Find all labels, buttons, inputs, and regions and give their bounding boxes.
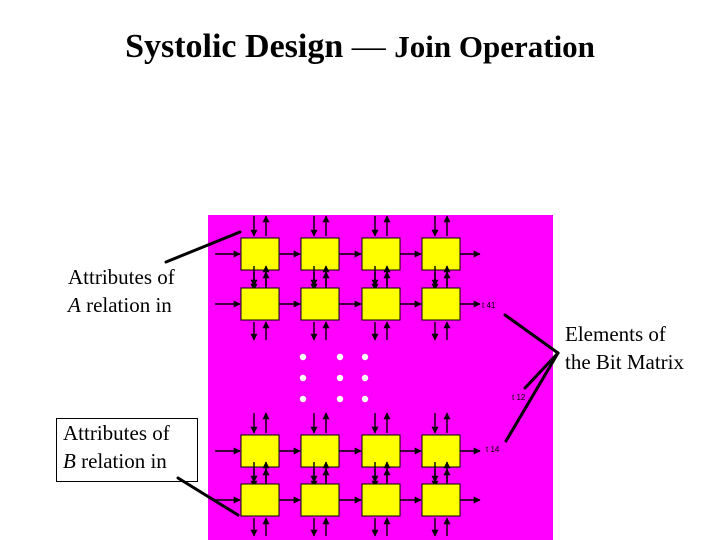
processor-cell bbox=[422, 435, 460, 467]
ellipsis-dot bbox=[300, 375, 306, 381]
ellipsis-dot bbox=[300, 396, 306, 402]
label-a-rest: relation in bbox=[80, 293, 172, 317]
processor-cell bbox=[241, 484, 279, 516]
title-dash: — bbox=[351, 28, 386, 65]
processor-cell bbox=[241, 288, 279, 320]
processor-cell bbox=[362, 288, 400, 320]
label-bits-line2: the Bit Matrix bbox=[565, 350, 684, 374]
ellipsis-dot bbox=[362, 354, 368, 360]
label-a-relation bbox=[68, 263, 175, 319]
ellipsis-dot bbox=[300, 354, 306, 360]
processor-cell bbox=[422, 484, 460, 516]
element-label: t 41 bbox=[482, 301, 496, 310]
label-a-var: A bbox=[68, 293, 81, 317]
processor-cell bbox=[362, 435, 400, 467]
label-a-line2 bbox=[68, 291, 175, 319]
ellipsis-dot bbox=[337, 354, 343, 360]
label-bit-matrix bbox=[565, 320, 684, 376]
label-a-line1: Attributes of bbox=[68, 265, 175, 289]
processor-cell bbox=[241, 435, 279, 467]
label-b-line2 bbox=[63, 447, 197, 475]
label-b-rest: relation in bbox=[75, 449, 167, 473]
label-bits-line1: Elements of bbox=[565, 322, 666, 346]
processor-cell bbox=[301, 484, 339, 516]
label-b-var: B bbox=[63, 449, 76, 473]
processor-cell bbox=[301, 238, 339, 270]
processor-cell bbox=[301, 435, 339, 467]
ellipsis-dot bbox=[337, 396, 343, 402]
processor-cell bbox=[422, 238, 460, 270]
element-label: t 12 bbox=[512, 393, 526, 402]
element-label: t 14 bbox=[486, 445, 500, 454]
processor-cell bbox=[362, 238, 400, 270]
processor-cell bbox=[301, 288, 339, 320]
processor-cell bbox=[362, 484, 400, 516]
title-main: Systolic Design bbox=[125, 28, 344, 65]
processor-cell bbox=[241, 238, 279, 270]
label-b-relation bbox=[56, 418, 198, 482]
title-sub: Join Operation bbox=[394, 29, 595, 64]
processor-cell bbox=[422, 288, 460, 320]
ellipsis-dot bbox=[337, 375, 343, 381]
ellipsis-dot bbox=[362, 396, 368, 402]
ellipsis-dot bbox=[362, 375, 368, 381]
label-b-line1: Attributes of bbox=[63, 421, 170, 445]
